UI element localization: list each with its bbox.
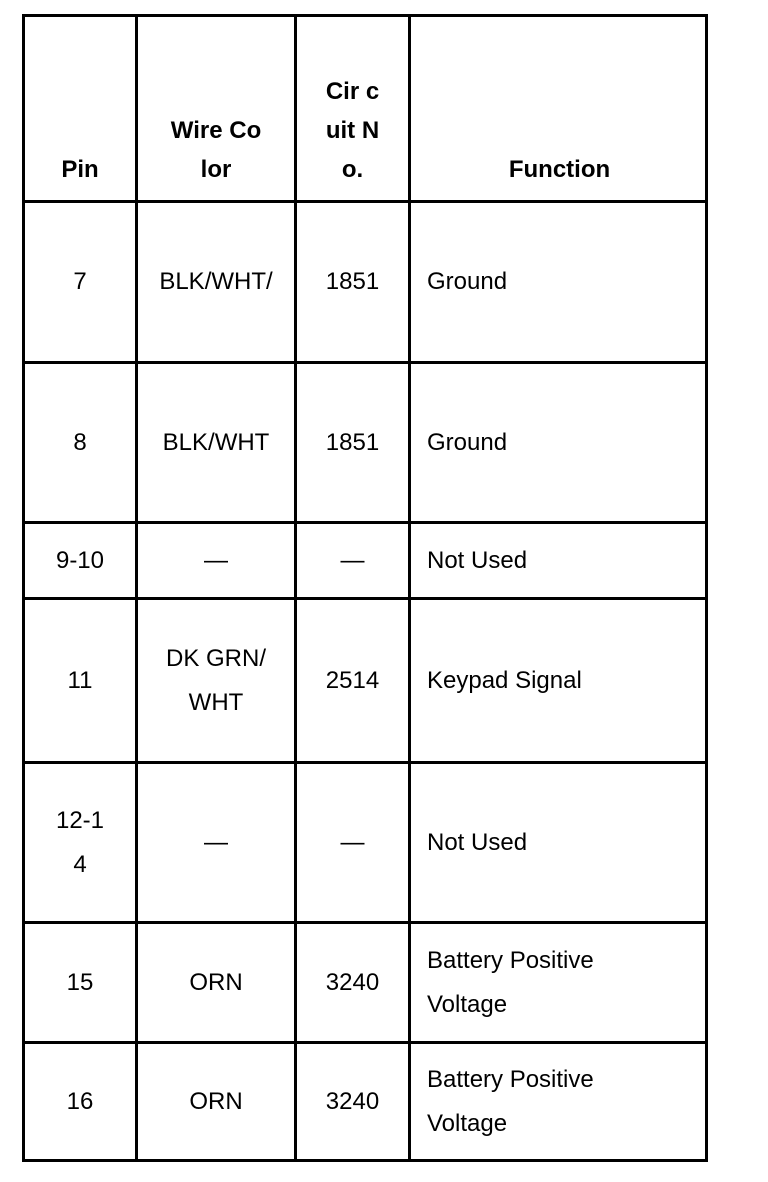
function-value: Not Used — [427, 546, 528, 574]
circuit-no-value: 3240 — [325, 968, 380, 996]
pin-value: 15 — [66, 968, 94, 996]
function-value: Keypad Signal — [427, 666, 582, 694]
header-wire-color-label: Wire Color — [170, 117, 262, 183]
wire-color-value: ORN — [189, 1087, 243, 1115]
pin-cell — [25, 1044, 135, 1159]
wire-color-value: BLK/WHT — [162, 428, 270, 456]
function-cell — [408, 600, 708, 761]
header-wire-color — [135, 17, 294, 200]
circuit-no-cell — [294, 600, 408, 761]
wire-color-cell — [135, 764, 294, 921]
table-row — [25, 761, 705, 921]
function-value: Battery Positive Voltage — [427, 946, 594, 1018]
wire-color-value: BLK/WHT/ — [159, 268, 273, 295]
wire-color-value: ORN — [189, 968, 243, 996]
pin-cell — [25, 524, 135, 597]
table-row — [25, 521, 705, 597]
wire-color-cell — [135, 524, 294, 597]
circuit-no-cell — [294, 764, 408, 921]
pin-value: 8 — [73, 428, 87, 456]
pinout-table — [22, 14, 708, 1162]
function-cell — [408, 524, 708, 597]
header-function — [408, 17, 708, 200]
function-value: Battery Positive Voltage — [427, 1065, 594, 1137]
pin-cell — [25, 924, 135, 1041]
pin-value: 7 — [73, 268, 87, 295]
function-cell — [408, 924, 708, 1041]
circuit-no-value: 1851 — [325, 268, 380, 295]
circuit-no-value: 3240 — [325, 1087, 380, 1115]
pin-value: 11 — [67, 666, 93, 694]
table-row — [25, 361, 705, 521]
circuit-no-cell — [294, 924, 408, 1041]
function-value: Ground — [427, 268, 508, 295]
header-pin — [25, 17, 135, 200]
wire-color-value: — — [204, 546, 228, 574]
wire-color-cell — [135, 203, 294, 361]
header-pin-label: Pin — [61, 156, 99, 183]
wire-color-cell — [135, 1044, 294, 1159]
function-cell — [408, 364, 708, 521]
circuit-no-value: 1851 — [325, 428, 380, 456]
circuit-no-value: — — [340, 828, 365, 856]
table-row — [25, 921, 705, 1041]
wire-color-value: DK GRN/WHT — [165, 644, 266, 716]
table-header-row — [25, 17, 705, 200]
table-row — [25, 200, 705, 361]
circuit-no-value: 2514 — [325, 666, 380, 694]
pin-cell — [25, 203, 135, 361]
header-circuit-no — [294, 17, 408, 200]
pin-cell — [25, 600, 135, 761]
header-circuit-no-label: Cir cuit No. — [325, 78, 380, 183]
header-function-label: Function — [508, 156, 611, 183]
function-cell — [408, 1044, 708, 1159]
circuit-no-cell — [294, 1044, 408, 1159]
function-value: Ground — [427, 428, 508, 456]
function-cell — [408, 764, 708, 921]
table-row — [25, 1041, 705, 1159]
pin-value: 12-14 — [55, 806, 105, 878]
wire-color-cell — [135, 924, 294, 1041]
pin-cell — [25, 364, 135, 521]
wire-color-cell — [135, 364, 294, 521]
function-cell — [408, 203, 708, 361]
wire-color-cell — [135, 600, 294, 761]
wire-color-value: — — [204, 828, 228, 856]
circuit-no-cell — [294, 364, 408, 521]
circuit-no-value: — — [340, 546, 365, 574]
pin-cell — [25, 764, 135, 921]
pin-value: 9-10 — [55, 546, 105, 574]
function-value: Not Used — [427, 828, 528, 856]
circuit-no-cell — [294, 524, 408, 597]
table-row — [25, 597, 705, 761]
circuit-no-cell — [294, 203, 408, 361]
pin-value: 16 — [66, 1087, 94, 1115]
